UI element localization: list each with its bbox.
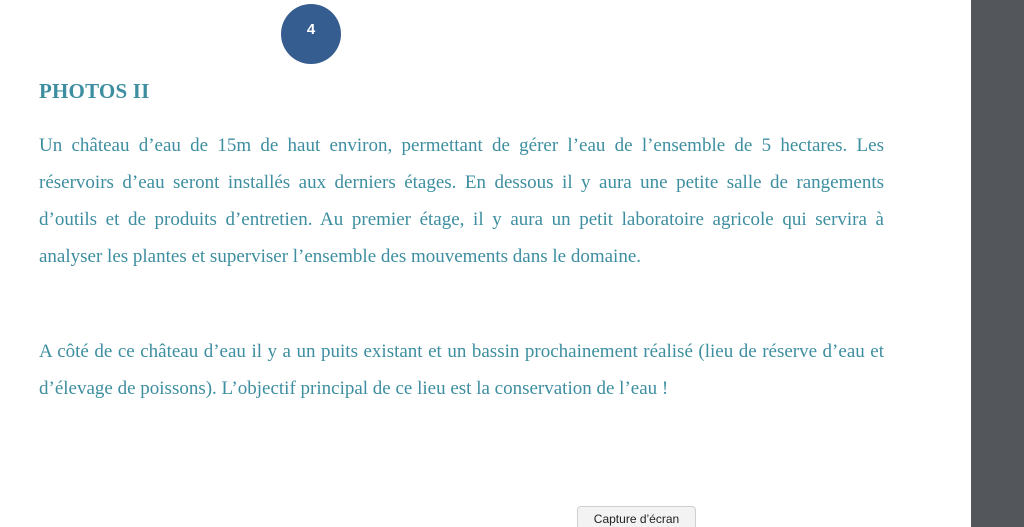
- page-number: 4: [306, 20, 316, 38]
- screenshot-tooltip: [577, 506, 696, 527]
- tooltip-label: Capture d’écran: [593, 512, 680, 526]
- paragraph-well-basin: A côté de ce château d’eau il y a un puits existant et un bassin prochainement réalisé (lieu de réserve d’eau et d’élevage de poissons). L’objectif principal de ce lieu est la conservation de l’eau !: [39, 341, 884, 399]
- page-number-badge: [281, 4, 341, 64]
- section-heading: PHOTOS II: [39, 79, 150, 103]
- paragraph-water-tower: Un château d’eau de 15m de haut environ, permettant de gérer l’eau de l’ensemble de 5 hectares. Les réservoirs d’eau seront installés aux derniers étages. En dessous il y aura une petite salle de rangements d’outils et de produits d’entretien. Au premier étage, il y aura un petit laboratoire agricole qui servira à analyser les plantes et superviser l’ensemble des mouvements dans le domaine.: [39, 135, 884, 267]
- side-panel: [971, 0, 1024, 527]
